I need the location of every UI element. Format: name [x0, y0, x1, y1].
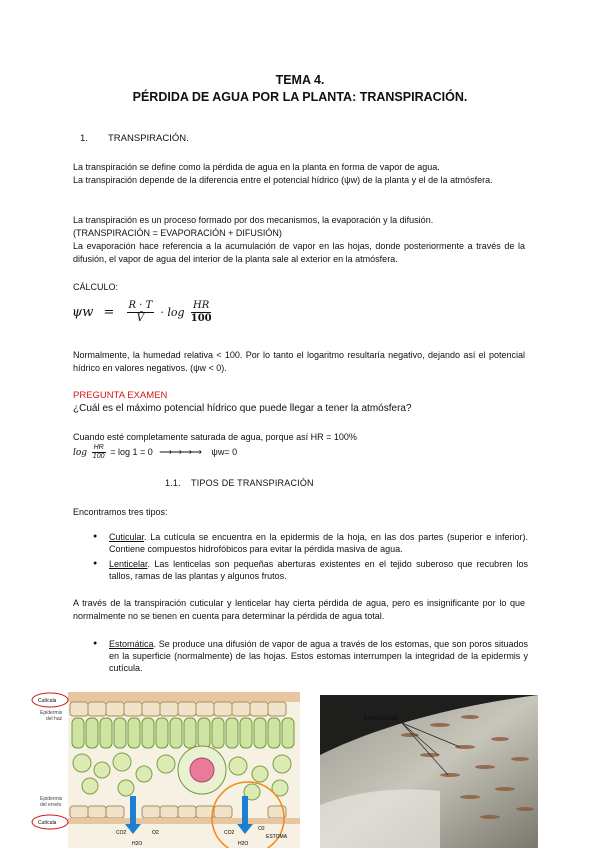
- lower-cuticle-layer: [68, 818, 300, 824]
- exam-question-label: PREGUNTA EXAMEN: [73, 390, 168, 401]
- lenticels-photo: [320, 695, 538, 848]
- exam-hr-numerator: HR: [93, 444, 104, 451]
- arrow-icon: ⟶⟶⟶⟶: [159, 446, 199, 457]
- term-lenticelar: Lenticelar: [109, 559, 148, 569]
- upper-epidermis-label-1: Epidermis: [40, 710, 63, 716]
- water-potential-formula: [72, 300, 214, 325]
- equals-sign: =: [103, 305, 115, 320]
- section-1-1-title: TIPOS DE TRANSPIRACIÓN: [191, 478, 314, 488]
- exam-equality: = log 1 = 0: [110, 446, 153, 457]
- hr-over-100-fraction: [191, 300, 212, 325]
- lower-epidermis-label-2: del envés: [40, 802, 62, 808]
- intro-paragraph-4: (TRANSPIRACIÓN = EVAPORACIÓN + DIFUSIÓN): [73, 228, 282, 238]
- humidity-note: Normalmente, la humedad relativa < 100. Por lo tanto el logaritmo resultaría negativo, dejando así el potencial hídrico en valores negativos. (ψw < 0).: [73, 350, 525, 373]
- exam-hr-fraction: [92, 444, 106, 461]
- log-word: log: [73, 447, 88, 458]
- lenticelar-description: . Las lenticelas son pequeñas aberturas existentes en el tejido suberoso que recubren los tallos, ramas de las plantas y algunos frutos.: [109, 559, 528, 581]
- list-item-lenticelar: [93, 558, 528, 582]
- estomatica-description: . Se produce una difusión de vapor de agua a través de los estomas, que son poros situados en la superficie (normalmente) de las hojas. Estos estomas interrumpen la integridad de la epidermis y cutícula.: [109, 639, 528, 673]
- doc-title-line1: TEMA 4.: [275, 73, 325, 87]
- fraction-numerator: R · T: [128, 300, 153, 311]
- upper-epidermis-cells: [70, 702, 286, 716]
- leaf-cross-section-figure: [30, 688, 302, 848]
- vascular-bundle: [178, 746, 226, 794]
- upper-cuticle-layer: [68, 692, 300, 702]
- co2-left-label: CO2: [116, 830, 127, 836]
- lower-epidermis-label-1: Epidermis: [40, 796, 63, 802]
- exam-answer: Cuando esté completamente saturada de agua, porque así HR = 100%: [73, 432, 357, 442]
- hr-numerator: HR: [193, 300, 210, 311]
- types-list-1: [93, 531, 528, 585]
- types-intro: Encontramos tres tipos:: [73, 507, 168, 517]
- lenticels-label: Lenticelas: [364, 715, 399, 722]
- psi-symbol: ψw: [72, 305, 94, 320]
- section-1-1-heading: [165, 478, 314, 488]
- intro-paragraph-5: La evaporación hace referencia a la acumulación de vapor en las hojas, donde posteriormente a través de la difusión, el vapor de agua del interior de la planta sale al exterior en la atmósfera.: [73, 241, 525, 264]
- section-1-1-number: 1.1.: [165, 478, 181, 488]
- exam-question: ¿Cuál es el máximo potencial hídrico que puede llegar a tener la atmósfera?: [73, 403, 412, 414]
- section-1-heading: [80, 133, 189, 144]
- exam-hr-denominator: 100: [92, 453, 105, 460]
- upper-epidermis-label-2: del haz: [46, 716, 63, 722]
- list-item-cuticular: [93, 531, 528, 555]
- intro-paragraph-3: La transpiración es un proceso formado por dos mecanismos, la evaporación y la difusión.: [73, 215, 434, 225]
- stoma-label: ESTOMA: [266, 834, 288, 840]
- cuticular-description: . La cutícula se encuentra en la epidermis de la hoja, en las dos partes (superior e inferior). Contiene compuestos hidrofóbicos para evitar la pérdida masiva de agua.: [109, 532, 528, 554]
- hr-denominator: 100: [190, 313, 212, 324]
- intro-paragraph-2: La transpiración depende de la diferencia entre el potencial hídrico (ψw) de la planta y el de la atmósfera.: [73, 175, 493, 185]
- o2-left-label: O2: [152, 830, 159, 836]
- calculo-label: CÁLCULO:: [73, 282, 119, 292]
- intro-paragraph-1: La transpiración se define como la pérdida de agua en la planta en forma de vapor de agua.: [73, 162, 440, 172]
- co2-right-label: CO2: [224, 830, 235, 836]
- types-list-2: [93, 638, 528, 677]
- h2o-right-label: H2O: [238, 841, 249, 847]
- exam-answer-formula: [73, 444, 525, 461]
- term-estomatica: Estomática: [109, 639, 154, 649]
- doc-title-line2: PÉRDIDA DE AGUA POR LA PLANTA: TRANSPIRACIÓN.: [132, 90, 468, 104]
- log-operator: · log: [160, 306, 185, 319]
- rt-over-v-fraction: [127, 300, 155, 325]
- summary-paragraph: A través de la transpiración cuticular y lenticelar hay cierta pérdida de agua, pero es insignificante por lo que normalmente no se tienen en cuenta para determinar la pérdida de agua total.: [73, 598, 525, 621]
- fraction-denominator: V̄: [136, 313, 144, 324]
- cuticle-top-label: Cutícula: [38, 698, 57, 704]
- section-1-number: 1.: [80, 133, 88, 144]
- cuticle-bottom-label: Cutícula: [38, 820, 57, 826]
- section-1-title: TRANSPIRACIÓN.: [108, 133, 189, 144]
- term-cuticular: Cuticular: [109, 532, 145, 542]
- h2o-left-label: H2O: [132, 841, 143, 847]
- exam-result: ψw= 0: [211, 446, 238, 457]
- o2-right-label: O2: [258, 826, 265, 832]
- list-item-estomatica: [93, 638, 528, 674]
